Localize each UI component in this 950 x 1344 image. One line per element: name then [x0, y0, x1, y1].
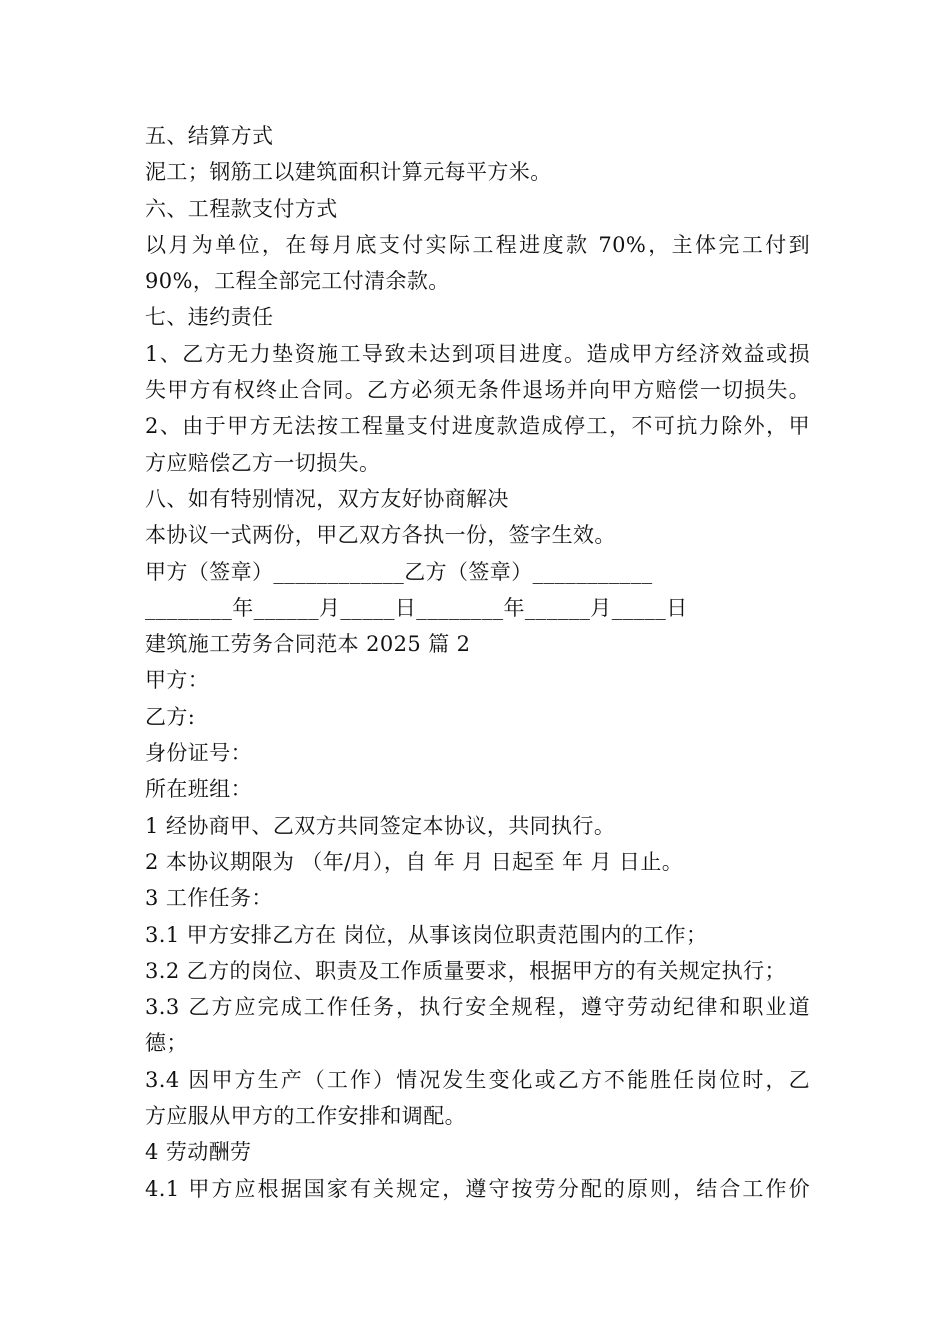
clause-line: 3.3 乙方应完成工作任务，执行安全规程，遵守劳动纪律和职业道	[145, 995, 810, 1020]
clause-line: 1 经协商甲、乙双方共同签定本协议，共同执行。	[145, 813, 616, 838]
clause-line: 3.2 乙方的岗位、职责及工作质量要求，根据甲方的有关规定执行；	[145, 958, 786, 983]
party-a-field: 甲方：	[145, 668, 210, 693]
section-heading-special: 八、如有特别情况，双方友好协商解决	[145, 486, 509, 511]
paragraph-line: 90%，工程全部完工付清余款。	[145, 269, 450, 294]
date-line: ________年______月_____日________年______月_____日	[145, 595, 688, 620]
paragraph-line: 泥工；钢筋工以建筑面积计算元每平方米。	[145, 160, 552, 185]
paragraph-line: 方应赔偿乙方一切损失。	[145, 450, 381, 475]
paragraph-line: 本协议一式两份，甲乙双方各执一份，签字生效。	[145, 523, 616, 548]
clause-heading: 4 劳动酬劳	[145, 1140, 252, 1165]
paragraph-line: 1、乙方无力垫资施工导致未达到项目进度。造成甲方经济效益或损	[145, 341, 810, 366]
contract-title: 建筑施工劳务合同范本 2025 篇 2	[145, 632, 471, 657]
paragraph-line: 失甲方有权终止合同。乙方必须无条件退场并向甲方赔偿一切损失。	[145, 378, 810, 403]
clause-line: 4.1 甲方应根据国家有关规定，遵守按劳分配的原则，结合工作价	[145, 1176, 810, 1201]
clause-line: 2 本协议期限为 （年/月），自 年 月 日起至 年 月 日止。	[145, 849, 684, 874]
clause-line: 方应服从甲方的工作安排和调配。	[145, 1104, 466, 1129]
team-field: 所在班组：	[145, 777, 252, 802]
paragraph-line: 2、由于甲方无法按工程量支付进度款造成停工，不可抗力除外，甲	[145, 414, 810, 439]
signature-line: 甲方（签章）____________乙方（签章）___________	[145, 559, 653, 584]
clause-heading: 3 工作任务：	[145, 886, 273, 911]
section-heading-settlement: 五、结算方式	[145, 124, 274, 148]
id-number-field: 身份证号：	[145, 741, 252, 766]
clause-line: 3.4 因甲方生产（工作）情况发生变化或乙方不能胜任岗位时，乙	[145, 1067, 810, 1092]
section-heading-liability: 七、违约责任	[145, 305, 274, 330]
party-b-field: 乙方:	[145, 704, 196, 729]
paragraph-line: 以月为单位，在每月底支付实际工程进度款 70%，主体完工付到	[145, 232, 810, 257]
clause-line: 德；	[145, 1031, 188, 1056]
section-heading-payment: 六、工程款支付方式	[145, 196, 338, 221]
clause-line: 3.1 甲方安排乙方在 岗位，从事该岗位职责范围内的工作；	[145, 922, 708, 947]
document-body	[145, 118, 810, 1207]
